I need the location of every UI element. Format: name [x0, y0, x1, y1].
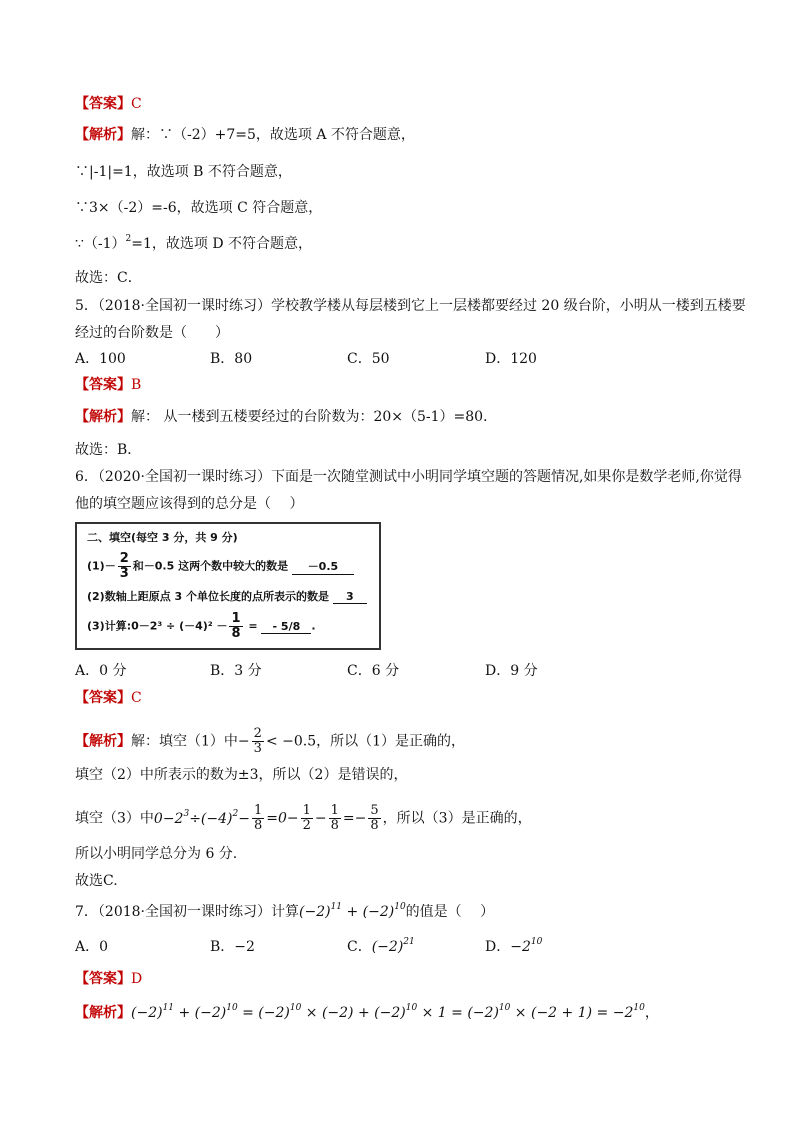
answer-tag: 【答案】: [75, 96, 131, 112]
q5-option-b: B．80: [210, 351, 253, 367]
q4-analysis-line-4: $\because(-1)^2=1$，故选项 D 不符合题意，: [75, 234, 313, 252]
q6-analysis-line-1: 【解析】解：填空（1）中− $\frac{2}{3}$ < −0.5，所以（1）是正确的，: [75, 726, 466, 756]
q6-stem-line-2: 他的填空题应该得到的总分是（ ）: [75, 496, 304, 512]
q6-option-b: B．3 分: [210, 663, 262, 679]
q5-option-c: C．50: [347, 351, 390, 367]
q4-conclusion: 故选：C．: [75, 270, 142, 286]
q5-answer-line: 【答案】B: [75, 377, 142, 393]
q4-answer-line: [75, 94, 142, 114]
q6-answer-sheet-figure: [75, 522, 381, 650]
q4-analysis-line-2: ∵|-1|=1，故选项 B 不符合题意，: [75, 164, 292, 180]
q7-option-a: A．0: [75, 939, 109, 955]
q5-stem-line-2: 经过的台阶数是（ ）: [75, 325, 229, 341]
q4-analysis-line-1: 【解析】解：∵（-2）+7=5，故选项 A 不符合题意，: [75, 127, 415, 143]
q6-stem-line-1: 6．（2020·全国初一课时练习）下面是一次随堂测试中小明同学填空题的答题情况,如果你是数学老师,你觉得: [75, 469, 742, 485]
q6-option-a: A．0 分: [75, 663, 127, 679]
q6-analysis-line-3: 填空（3）中$0-2^3\div(-4)^2-$ $\frac{1}{8}$ =0− $\frac{1}{2}$ − $\frac{1}{8}$ =− $\frac{5}{8}$ ，所以（3）是正确的，: [75, 803, 532, 833]
figure-item-1: (1)－ $\frac{2}{3}$ 和－0.5 这两个数中较大的数是 －0.5: [87, 552, 354, 581]
q7-option-c: C．$(-2)^{21}$: [347, 937, 415, 955]
answer-value: C: [131, 96, 142, 112]
q7-stem: 7．（2018·全国初一课时练习）计算$(-2)^{11} + (-2)^{10}$的值是（ ）: [75, 902, 495, 920]
q5-stem-line-1: 5．（2018·全国初一课时练习）学校教学楼从每层楼到它上一层楼都要经过 20 级台阶，小明从一楼到五楼要: [75, 298, 746, 314]
q5-option-d: D．120: [485, 351, 537, 367]
q6-option-c: C．6 分: [347, 663, 400, 679]
q6-answer-line: 【答案】C: [75, 690, 142, 706]
figure-item-3-answer: - 5/8: [261, 620, 311, 634]
figure-item-2: (2)数轴上距原点 3 个单位长度的点所表示的数是 3: [87, 588, 367, 604]
q7-option-b: B．−2: [210, 939, 255, 955]
figure-header: 二、填空(每空 3 分，共 9 分): [87, 531, 238, 544]
q7-analysis-line: 【解析】$(-2)^{11} + (-2)^{10} = (-2)^{10} \times (-2) + (-2)^{10} \times 1 = (-2)^{10} \times (-2 + 1) = -2^{10}$，: [75, 1003, 659, 1021]
figure-item-2-answer: 3: [333, 590, 367, 604]
q6-analysis-line-2: 填空（2）中所表示的数为±3，所以（2）是错误的，: [75, 767, 408, 783]
q7-option-d: D．$-2^{10}$: [485, 937, 543, 955]
figure-item-1-answer: －0.5: [292, 558, 354, 575]
q5-analysis-line: 【解析】解： 从一楼到五楼要经过的台阶数为：20×（5-1）=80．: [75, 409, 498, 425]
q6-option-d: D．9 分: [485, 663, 538, 679]
q5-conclusion: 故选：B．: [75, 442, 142, 458]
q5-option-a: A．100: [75, 351, 126, 367]
figure-item-3: (3)计算:0－2³ ÷ (－4)² － $\frac{1}{8}$ = - 5/8 .: [87, 611, 316, 641]
q7-answer-line: 【答案】D: [75, 971, 143, 987]
q4-analysis-line-3: ∵3×（-2）=-6，故选项 C 符合题意，: [75, 200, 323, 216]
q6-analysis-line-4: 所以小明同学总分为 6 分.: [75, 846, 238, 862]
q6-conclusion: 故选C.: [75, 873, 118, 889]
analysis-tag: 【解析】: [75, 127, 131, 143]
